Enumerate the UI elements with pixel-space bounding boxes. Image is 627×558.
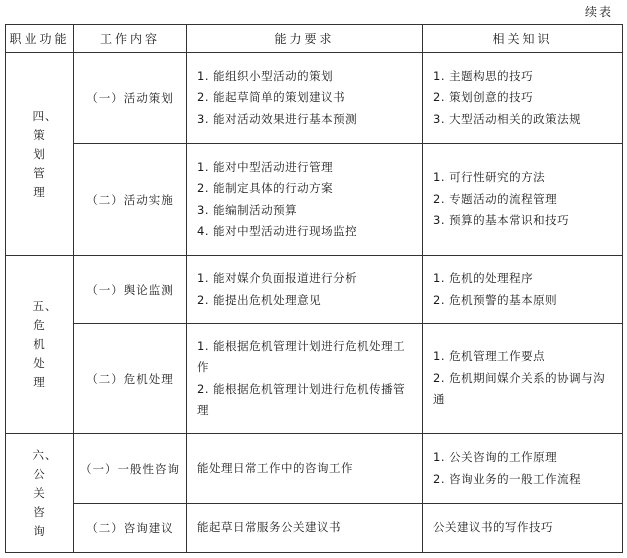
ability-cell <box>187 324 423 434</box>
ability-cell <box>187 256 423 324</box>
work-cell: （二）咨询建议 <box>74 504 187 553</box>
list-item: 1. 能根据危机管理计划进行危机处理工作 <box>197 338 406 374</box>
list-item: 2. 危机期间媒介关系的协调与沟通 <box>433 370 606 407</box>
ability-cell <box>187 434 423 504</box>
table-row <box>6 53 623 144</box>
list-item: 1. 可行性研究的方法 <box>433 170 546 185</box>
knowledge-cell <box>423 504 623 553</box>
list-item: 4. 能对中型活动进行现场监控 <box>197 224 358 238</box>
ability-cell <box>187 53 423 144</box>
list-item: 1. 主题构思的技巧 <box>433 68 534 83</box>
work-cell: （二）危机处理 <box>74 324 187 434</box>
function-cell: 五、危机处理 <box>6 256 74 434</box>
list-item: 2. 能根据危机管理计划进行危机传播管理 <box>197 381 406 417</box>
header-row <box>6 25 623 53</box>
function-cell: 六、公关咨询 <box>6 434 74 553</box>
list-item: 1. 公关咨询的工作原理 <box>433 450 558 464</box>
list-item: 1. 危机管理工作要点 <box>433 349 546 364</box>
work-cell: （一）活动策划 <box>74 53 187 144</box>
list-item: 2. 能制定具体的行动方案 <box>197 181 334 195</box>
ability-cell <box>187 504 423 553</box>
work-cell: （二）活动实施 <box>74 144 187 256</box>
list-item: 2. 咨询业务的一般工作流程 <box>433 471 582 486</box>
list-item: 3. 能对活动效果进行基本预测 <box>197 111 358 126</box>
list-item: 能处理日常工作中的咨询工作 <box>197 460 353 475</box>
header-ability: 能力要求 <box>187 25 423 53</box>
list-item: 1. 能组织小型活动的策划 <box>197 68 334 83</box>
work-cell: （一）一般性咨询 <box>74 434 187 504</box>
list-item: 1. 能对中型活动进行管理 <box>197 159 334 174</box>
list-item: 能起草日常服务公关建议书 <box>197 520 341 535</box>
list-item: 2. 专题活动的流程管理 <box>433 191 558 206</box>
work-cell: （一）舆论监测 <box>74 256 187 324</box>
knowledge-cell <box>423 144 623 256</box>
knowledge-cell <box>423 53 623 144</box>
continued-label: 续表 <box>584 5 613 19</box>
function-cell: 四、策划管理 <box>6 53 74 256</box>
list-item: 2. 能起草简单的策划建议书 <box>197 90 346 105</box>
knowledge-cell <box>423 324 623 434</box>
table-row <box>6 434 623 504</box>
list-item: 公关建议书的写作技巧 <box>433 520 553 535</box>
occupation-standard-table <box>5 24 623 553</box>
table-row <box>6 324 623 434</box>
ability-cell <box>187 144 423 256</box>
list-item: 2. 危机预警的基本原则 <box>433 292 558 307</box>
list-item: 2. 能提出危机处理意见 <box>197 292 322 307</box>
header-function: 职业功能 <box>6 25 74 53</box>
list-item: 3. 预算的基本常识和技巧 <box>433 213 570 228</box>
knowledge-cell <box>423 256 623 324</box>
header-work: 工作内容 <box>74 25 187 53</box>
list-item: 1. 危机的处理程序 <box>433 271 534 285</box>
list-item: 3. 大型活动相关的政策法规 <box>433 111 582 126</box>
table-row <box>6 144 623 256</box>
list-item: 2. 策划创意的技巧 <box>433 90 534 105</box>
knowledge-cell <box>423 434 623 504</box>
list-item: 1. 能对媒介负面报道进行分析 <box>197 271 358 285</box>
list-item: 3. 能编制活动预算 <box>197 202 298 217</box>
header-knowledge: 相关知识 <box>423 25 623 53</box>
table-row <box>6 256 623 324</box>
table-row <box>6 504 623 553</box>
